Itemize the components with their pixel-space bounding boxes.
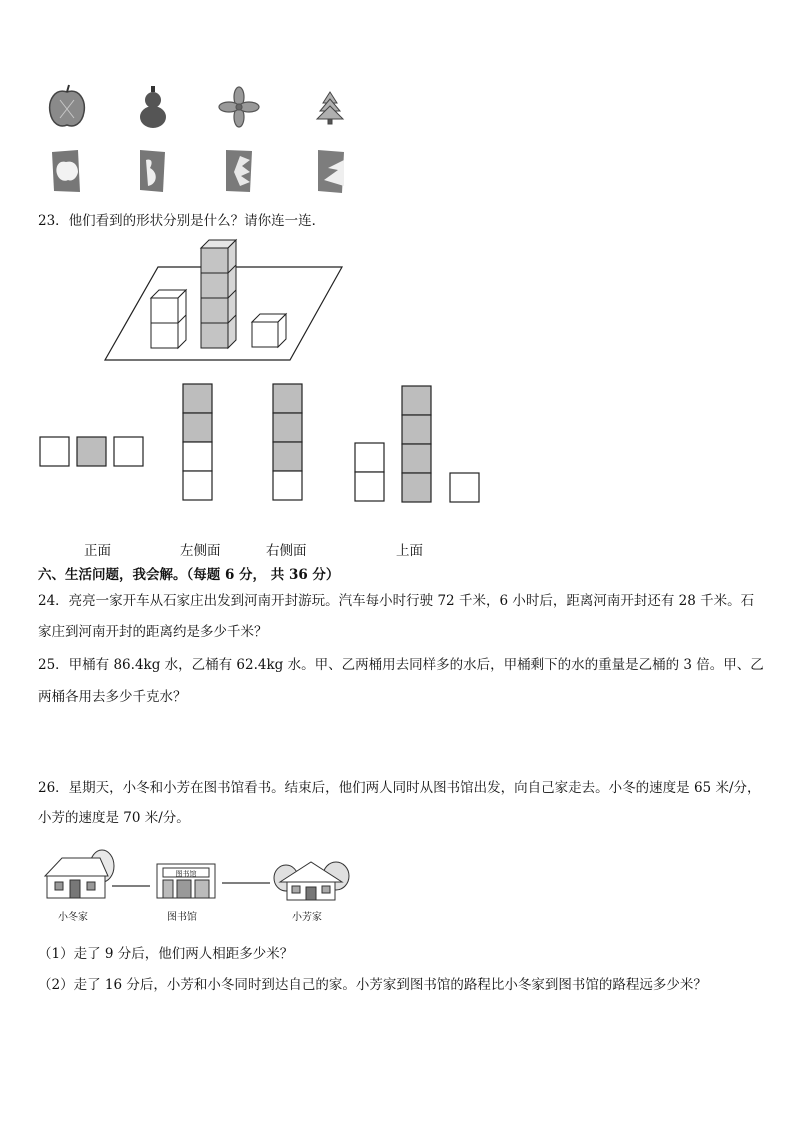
place-label-xiaofang: 小芳家 <box>292 912 322 923</box>
question-26-sub1: （1）走了 9 分后，他们两人相距多少米？ <box>38 946 294 962</box>
view-label-left: 左侧面 <box>180 543 221 559</box>
question-24-line2: 家庄到河南开封的距离约是多少千米？ <box>38 624 268 640</box>
house-with-trees-icon <box>274 862 349 900</box>
view-label-right: 右侧面 <box>266 543 307 559</box>
place-label-xiaodong: 小冬家 <box>58 912 88 923</box>
question-25-line2: 两桶各用去多少千克水？ <box>38 689 187 705</box>
section-6-heading: 六、生活问题，我会解。（每题 6 分， 共 36 分） <box>38 567 340 583</box>
question-26-line2: 小芳的速度是 70 米/分。 <box>38 810 190 826</box>
view-label-top: 上面 <box>396 543 423 559</box>
house-icon <box>45 850 114 898</box>
view-label-front: 正面 <box>84 543 111 559</box>
question-23-text: 23．他们看到的形状分别是什么？请你连一连． <box>38 213 326 229</box>
question-24-line1: 24．亮亮一家开车从石家庄出发到河南开封游玩。汽车每小时行驶 72 千米，6 小时后，距离河南开封还有 28 千米。石 <box>38 593 755 609</box>
place-label-library: 图书馆 <box>167 912 197 923</box>
question-26-sub2: （2）走了 16 分后，小芳和小冬同时到达自己的家。小芳家到图书馆的路程比小冬家到图书馆的路程远多少米？ <box>38 977 707 993</box>
library-sign: 图书馆 <box>175 870 197 878</box>
question-25-line1: 25．甲桶有 86.4kg 水，乙桶有 62.4kg 水。甲、乙两桶用去同样多的水后，甲桶剩下的水的重量是乙桶的 3 倍。甲、乙 <box>38 657 764 673</box>
question-26-line1: 26．星期天，小冬和小芳在图书馆看书。结束后，他们两人同时从图书馆出发，向自己家走去。小冬的速度是 65 米/分， <box>38 780 761 796</box>
